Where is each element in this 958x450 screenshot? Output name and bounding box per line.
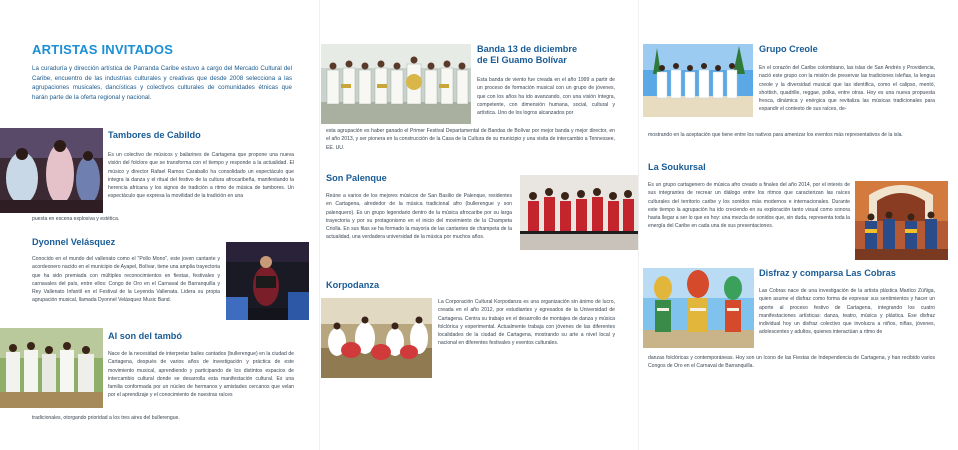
tambores-text: Es un colectivo de músicos y bailarines de Cartagena que propone una nueva visión del folclore que se transforma con el tiempo y responde a la actualidad. El músico y director Rafael Ramos Caraballo ha consolidado un espectáculo que integra la danza y el ritual del festivo de la cultura afrocaribeña, manifestando la herencia africana y los signos de tradición a ritmo de música de tambores. Un espectáculo que expresa la movilidad de la tradición en una (108, 152, 294, 200)
creole-text-continued: mostrando en la aceptación que tiene entre los nativos para amenizar los eventos más representativos de la isla. (648, 132, 903, 138)
banda-text-continued: esta agrupación es haber ganado el Primer Festival Departamental de Bandas de Bolívar por mejor banda y mejor director, en el año 2013, y ser pionera en la construcción de la Casa de la Cultura de su municipio y una visita de intercambio a Tennessee, EE. UU. (326, 128, 615, 151)
alson-text-continued: tradicionales, otorgando prioridad a los tres aires del bullerengue. (32, 415, 180, 421)
dyonnel-text: Conocido en el mundo del vallenato como el "Pollo Mono", este joven cantante y acordeonero nacido en el municipio de Ayapel, Bolívar, tiene una amplia trayectoria que ha sido premiada con múltiples reconocimientos en fiestas, festivales y carnavales del país, entre ellos: Congo de Oro en el Carnaval de Barranquilla y Rey Vallenato Infantil en el Festival de la Leyenda Vallenata. Lidera su propia agrupación musical, llamada Dyonnel Velásquez Music Band. (32, 256, 220, 304)
creole-title: Grupo Creole (759, 44, 818, 54)
tambores-photo (0, 128, 103, 213)
palenque-text: Reúne a varios de los mejores músicos de San Basilio de Palenque, residentes en Cartagena, alrededor de la música tradicional afro (bullerengue y son palenquero). Es un grupo legendario dentro de la música afrocaribe por su larga trayectoria y por su protagonismo en el inicio del movimiento de la Champeta Criolla. En sus filas se ha formado la mayoría de las cantantes de champeta de la actualidad, una verdadera universidad de la música por muchos años. (326, 193, 512, 241)
banda-photo (321, 44, 471, 124)
palenque-title: Son Palenque (326, 173, 387, 183)
banda-title-line2: de El Guamo Bolívar (477, 55, 567, 65)
palenque-photo (520, 175, 638, 250)
korpo-title: Korpodanza (326, 280, 380, 290)
korpo-text: La Corporación Cultural Korpodanza es una organización sin ánimo de lucro, creada en el año 2012, por estudiantes y egresados de la Universidad de Cartagena. Centra su trabajo en el desarrollo de montajes de danza y música folclórica y experimental. Actualmente trabaja con jóvenes de las diferentes localidades de la ciudad de Cartagena, mostrando su arte a nivel local y nacional en diferentes festivales y eventos culturales. (438, 299, 615, 347)
cobras-text-continued: danzas folclóricas y contemporáneas. Hoy son un ícono de las Fiestas de Independencia de Cartagena, y han recibido varios Congos de Oro en el Carnaval de Barranquilla. (648, 355, 935, 370)
alson-title: Al son del tambó (108, 331, 183, 341)
dyonnel-title: Dyonnel Velásquez (32, 237, 116, 247)
creole-photo (643, 44, 753, 117)
alson-photo (0, 328, 103, 408)
soukursal-photo (855, 181, 948, 260)
page-title: ARTISTAS INVITADOS (32, 42, 174, 57)
tambores-title: Tambores de Cabildo (108, 130, 201, 140)
alson-text: Nace de la necesidad de interpretar bailes cantados (bullerengue) en la ciudad de Cartagena, después de varios años de investigación y práctica de este movimiento musical, aprendiendo y participando de los distintos espacios de intercambio cultural donde se desarrolla esta manifestación cultural. Es una familia conformada por un núcleo de hermanos y amistades cercanos que velan por el aprendizaje y el conocimiento de nuestras raíces (108, 351, 294, 399)
intro-paragraph: La curaduría y dirección artística de Parranda Caribe estuvo a cargo del Mercado Cultural del Caribe, encuentro de las industrias culturales y creativas que desde 2008 selecciona a las agrupaciones musicales, dancísticas y colectivos culturales de comunidades étnicas que harán parte de la oferta regional y nacional. (32, 65, 292, 101)
cobras-title: Disfraz y comparsa Las Cobras (759, 268, 896, 278)
banda-title-line1: Banda 13 de diciembre (477, 44, 578, 54)
dyonnel-photo (226, 242, 309, 320)
cobras-text: Las Cobras nace de una investigación de la artista plástica Marilco Zúñiga, quien asume el disfraz como forma de expresar sus sentimientos y hacer un aporte al proceso festivo de Cartagena, integrando los cuatro manifestaciones artísticas: danza, teatro, música y plástica. Ese disfraz individual hoy un disfraz colectivo que involucra a niños, niñas, jóvenes, adolescentes y adultos, quienes interactúan a ritmo de (759, 288, 935, 336)
soukursal-title: La Soukursal (648, 162, 706, 172)
panel-fold (638, 0, 639, 450)
banda-text: Esta banda de viento fue creada en el año 1999 a partir de un proceso de formación musical con un grupo de jóvenes, que con los años ha ido avanzando, con una visión íntegra, competente, con dimensión humana, social, cultural y artística. Uno de los logros alcanzados por (477, 77, 615, 117)
soukursal-text: Es un grupo cartagenero de música afro creado a finales del año 2014, por el interés de sus integrantes de recrear un diálogo entre los ritmos que caracterizan las raíces culturales del territorio caribe y los sonidos más modernos e internacionales. Durante este tiempo la agrupación ha ido creciendo en su exploración tanto visual como sonora hasta llegar a ser lo que es hoy: una mezcla de sonidos que, sin duda, representa toda la energía del Caribe en cada una de sus presentaciones. (648, 182, 850, 230)
cobras-photo (643, 268, 754, 348)
korpo-photo (321, 298, 432, 378)
tambores-text-continued: puesta en escena explosiva y estética. (32, 216, 120, 222)
creole-text: En el corazón del Caribe colombiano, las islas de San Andrés y Providencia, nació este grupo con la misión de preservar las tradiciones isleñas, la lengua creole y la diversidad musical que las identifica, como el calipso, mentó, shottish, quadrille, reggae, polka, entre otras. Hoy es una nueva propuesta fresca, dinámica y enérgica que revitaliza las músicas tradicionales para expandir el contexto de sus raíces, de- (759, 65, 935, 113)
panel-fold (319, 0, 320, 450)
